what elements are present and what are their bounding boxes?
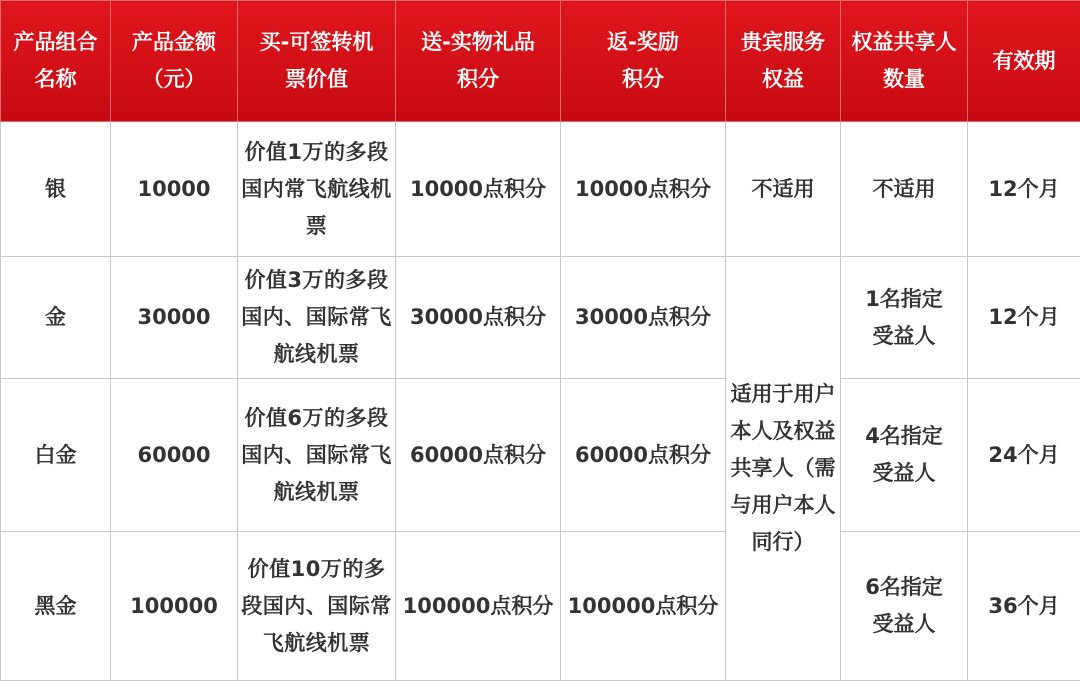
cell-product-name: 黑金 <box>1 532 111 681</box>
cell-sharers: 1名指定 受益人 <box>841 257 968 379</box>
cell-validity: 12个月 <box>968 257 1080 379</box>
cell-amount: 30000 <box>111 257 238 379</box>
cell-reward-points: 30000点积分 <box>561 257 726 379</box>
cell-amount: 100000 <box>111 532 238 681</box>
cell-vip-service: 不适用 <box>726 122 841 257</box>
header-reward-points: 返-奖励 积分 <box>561 1 726 122</box>
cell-reward-points: 60000点积分 <box>561 379 726 532</box>
cell-ticket-value: 价值1万的多段国内常飞航线机票 <box>238 122 396 257</box>
cell-amount: 10000 <box>111 122 238 257</box>
cell-ticket-value: 价值3万的多段国内、国际常飞航线机票 <box>238 257 396 379</box>
cell-reward-points: 100000点积分 <box>561 532 726 681</box>
cell-gift-points: 10000点积分 <box>396 122 561 257</box>
cell-validity: 24个月 <box>968 379 1080 532</box>
cell-sharers: 6名指定 受益人 <box>841 532 968 681</box>
cell-sharers: 4名指定 受益人 <box>841 379 968 532</box>
header-validity: 有效期 <box>968 1 1080 122</box>
table-row <box>1 122 1080 257</box>
header-gift-points: 送-实物礼品 积分 <box>396 1 561 122</box>
cell-amount: 60000 <box>111 379 238 532</box>
cell-vip-service-shared: 适用于用户本人及权益共享人（需与用户本人同行） <box>726 257 841 681</box>
header-amount: 产品金额 （元） <box>111 1 238 122</box>
header-vip-service: 贵宾服务 权益 <box>726 1 841 122</box>
table-row <box>1 257 1080 379</box>
cell-gift-points: 60000点积分 <box>396 379 561 532</box>
cell-gift-points: 100000点积分 <box>396 532 561 681</box>
cell-product-name: 白金 <box>1 379 111 532</box>
header-row <box>1 1 1080 122</box>
cell-product-name: 银 <box>1 122 111 257</box>
cell-validity: 36个月 <box>968 532 1080 681</box>
header-sharers: 权益共享人 数量 <box>841 1 968 122</box>
cell-sharers: 不适用 <box>841 122 968 257</box>
table-row <box>1 379 1080 532</box>
header-ticket-value: 买-可签转机 票价值 <box>238 1 396 122</box>
cell-ticket-value: 价值10万的多段国内、国际常飞航线机票 <box>238 532 396 681</box>
cell-validity: 12个月 <box>968 122 1080 257</box>
header-product-name: 产品组合 名称 <box>1 1 111 122</box>
table-row <box>1 532 1080 681</box>
cell-product-name: 金 <box>1 257 111 379</box>
cell-reward-points: 10000点积分 <box>561 122 726 257</box>
cell-ticket-value: 价值6万的多段国内、国际常飞航线机票 <box>238 379 396 532</box>
cell-gift-points: 30000点积分 <box>396 257 561 379</box>
